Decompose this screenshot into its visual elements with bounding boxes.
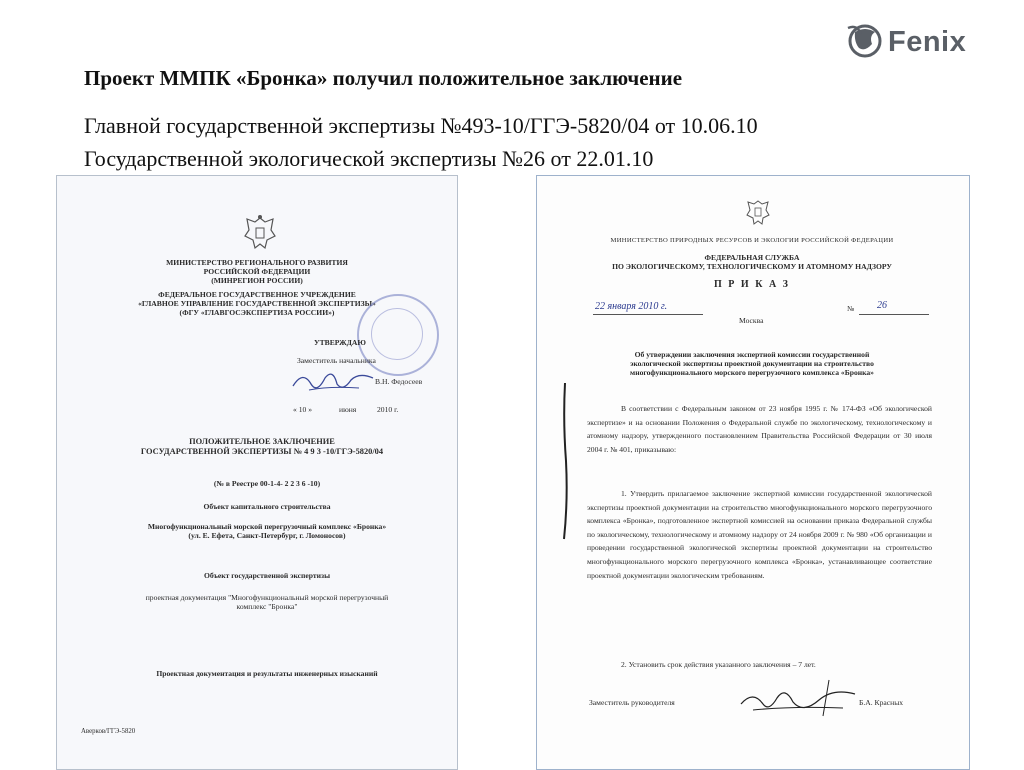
registry-number: (№ в Реестре 00-1-4- 2 2 3 6 -10)	[213, 479, 321, 488]
signature-fedoseev	[289, 366, 379, 396]
order-city: Москва	[739, 316, 764, 325]
date-underline	[593, 314, 703, 315]
fenix-logo	[845, 22, 995, 60]
slide-line-1: Главной государственной экспертизы №493-10/ГГЭ-5820/04 от 10.06.10	[84, 113, 758, 138]
slide-headline: Проект ММПК «Бронка» получил положительное заключение	[84, 66, 683, 90]
order-ministry: МИНИСТЕРСТВО ПРИРОДНЫХ РЕСУРСОВ И ЭКОЛОГИИ РОССИЙСКОЙ ФЕДЕРАЦИИ	[610, 237, 894, 244]
service-line-1: ФЕДЕРАЛЬНАЯ СЛУЖБА	[704, 253, 800, 262]
subject-line-2: экологической экспертизы проектной документации на строительство	[630, 359, 874, 368]
order-signer-title: Заместитель руководителя	[589, 698, 675, 707]
ministry-line-2: РОССИЙСКОЙ ФЕДЕРАЦИИ	[203, 267, 311, 276]
order-signer-name: Б.А. Красных	[859, 698, 904, 707]
conclusion-document-scan	[56, 175, 458, 770]
coat-of-arms-icon	[243, 214, 277, 252]
institution-line-3: (ФГУ «ГЛАВГОСЭКСПЕРТИЗА РОССИИ»)	[179, 308, 335, 317]
order-document-scan	[536, 175, 970, 770]
order-number-label: №	[847, 304, 855, 313]
signer-name: В.Н. Федосеев	[375, 377, 423, 386]
date-day: « 10 »	[293, 405, 312, 414]
object-name-2: (ул. Е. Ефета, Санкт-Петербург, г. Ломоносов)	[188, 531, 346, 540]
document-footer: Аверков/ГГЭ-5820	[81, 728, 136, 735]
expertise-object-1: проектная документация "Многофункциональный морской перегрузочный	[145, 593, 389, 602]
order-title: П Р И К А З	[714, 279, 790, 290]
deputy-title: Заместитель начальника	[297, 356, 376, 365]
globe-icon	[845, 22, 885, 60]
order-date: 22 января 2010 г.	[595, 301, 668, 312]
subject-line-3: многофункционального морского перегрузочного комплекса «Бронка»	[630, 368, 874, 377]
object-heading: Объект капитального строительства	[203, 502, 331, 511]
expertise-object-2: комплекс "Бронка"	[236, 602, 298, 611]
expertise-heading: Объект государственной экспертизы	[203, 571, 330, 580]
institution-line-1: ФЕДЕРАЛЬНОЕ ГОСУДАРСТВЕННОЕ УЧРЕЖДЕНИЕ	[158, 290, 356, 299]
subject-line-1: Об утверждении заключения экспертной комиссии государственной	[634, 350, 870, 359]
conclusion-title-2: ГОСУДАРСТВЕННОЙ ЭКСПЕРТИЗЫ № 4 9 3 -10/ГГЭ-5820/04	[140, 447, 384, 456]
approve-label: УТВЕРЖДАЮ	[314, 338, 366, 347]
signature-krasnykh	[733, 676, 863, 720]
institution-line-2: «ГЛАВНОЕ УПРАВЛЕНИЕ ГОСУДАРСТВЕННОЙ ЭКСПЕРТИЗЫ»	[138, 299, 376, 308]
order-paragraph-1: В соответствии с Федеральным законом от 23 ноября 1995 г. № 174-ФЗ «Об экологической экспертизе» и на основании Положения о Федеральной службе по экологическому, технологическому и атомному надзору, утвержденного постановлением Правительства Российской Федерации от 30 июля 2004 г. № 401, приказываю:	[587, 404, 932, 454]
order-paragraph-2: 1. Утвердить прилагаемое заключение экспертной комиссии государственной экологической экспертизы проектной документации на строительство многофункционального морского перегрузочного комплекса «Бронка», подготовленное экспертной комиссией на основании приказа Федеральной службы по экологическому, технологическому и атомному надзору от 24 ноября 2009 г. № 980 «Об организации и проведении государственной экологической экспертизы проектной документации на строительство многофункционального морского перегрузочного комплекса «Бронка», устанавливающее соответствие проектной документации экологическим требованиям.	[587, 489, 932, 580]
date-year: 2010 г.	[377, 405, 399, 414]
logo-text: Fenix	[888, 26, 967, 58]
service-line-2: ПО ЭКОЛОГИЧЕСКОМУ, ТЕХНОЛОГИЧЕСКОМУ И АТОМНОМУ НАДЗОРУ	[612, 262, 892, 271]
conclusion-title-1: ПОЛОЖИТЕЛЬНОЕ ЗАКЛЮЧЕНИЕ	[189, 437, 335, 446]
object-name-1: Многофункциональный морской перегрузочный комплекс «Бронка»	[147, 522, 387, 531]
slide-line-2: Государственной экологической экспертизы №26 от 22.01.10	[84, 146, 654, 171]
ministry-line-1: МИНИСТЕРСТВО РЕГИОНАЛЬНОГО РАЗВИТИЯ	[166, 258, 348, 267]
documentation-line: Проектная документация и результаты инженерных изысканий	[156, 669, 378, 678]
number-underline	[859, 314, 929, 315]
order-number: 26	[877, 300, 887, 311]
ministry-line-3: (МИНРЕГИОН РОССИИ)	[211, 276, 303, 285]
date-month: июня	[339, 405, 357, 414]
margin-mark	[559, 381, 571, 541]
coat-of-arms-icon	[745, 198, 771, 228]
order-paragraph-3: 2. Установить срок действия указанного заключения – 7 лет.	[621, 660, 816, 669]
